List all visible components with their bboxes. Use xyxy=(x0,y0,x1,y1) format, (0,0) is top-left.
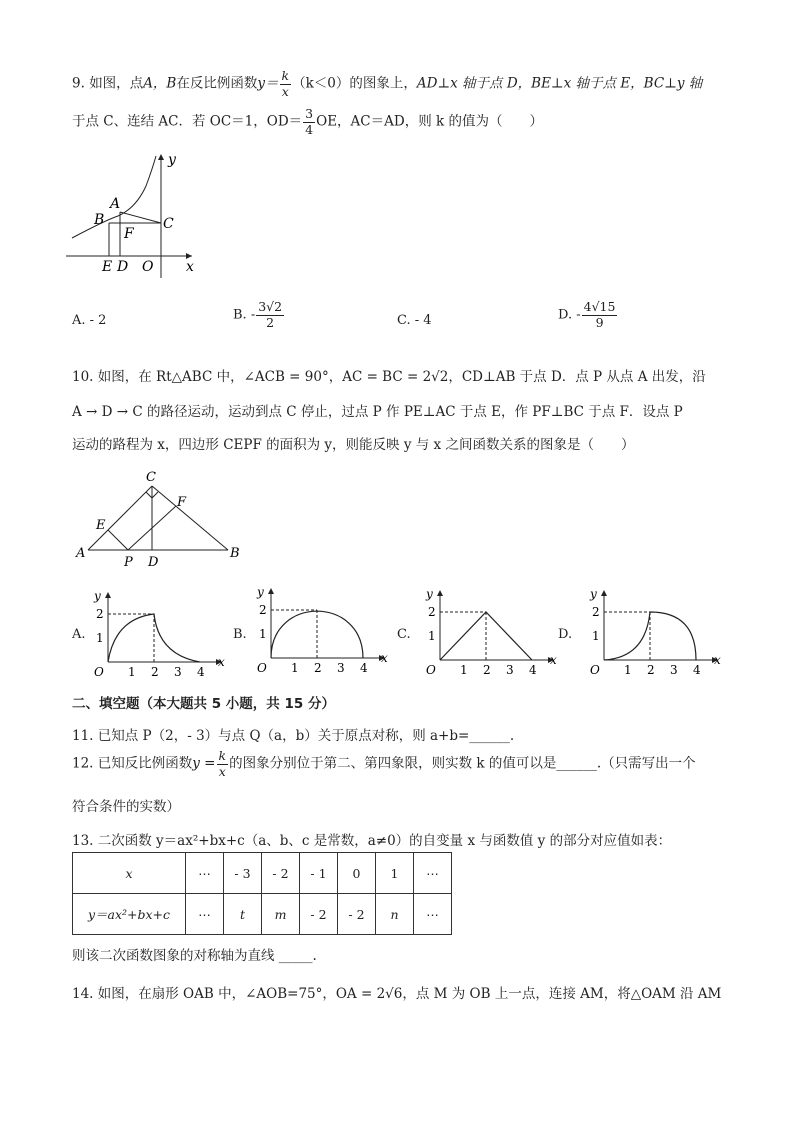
table-row xyxy=(73,853,452,894)
q10-line3: 运动的路程为 x，四边形 CEPF 的面积为 y，则能反映 y 与 x 之间函数关系的图象是（ ） xyxy=(72,437,635,453)
table-cell: - 3 xyxy=(224,853,262,894)
y-axis-arrow xyxy=(268,588,274,594)
q10-option-c-graph[interactable] xyxy=(422,586,562,676)
q10-line2: A → D → C 的路径运动，运动到点 C 停止，过点 P 作 PE⊥AC 于点 E，作 PF⊥BC 于点 F．设点 P xyxy=(72,404,683,420)
origin-label: O xyxy=(94,665,104,678)
tick-label-x: 1 xyxy=(128,665,136,678)
tick-label-x: 2 xyxy=(647,663,655,676)
origin-label: O xyxy=(257,661,267,674)
tick-label-y: 2 xyxy=(428,605,436,619)
axis-label-y: y xyxy=(426,587,433,601)
q10-label-B: B xyxy=(230,546,240,561)
q10-option-d-graph[interactable] xyxy=(586,586,726,676)
section-title-fill-in: 二、填空题（本大题共 5 小题，共 15 分） xyxy=(72,696,335,712)
y-axis-arrow xyxy=(601,590,607,596)
table-cell: - 1 xyxy=(300,853,338,894)
tick-label-y: 1 xyxy=(428,629,436,643)
tick-label-y: 1 xyxy=(592,629,600,643)
q9-fraction-3-over-4: $\frac{3}{4}$ xyxy=(305,106,314,137)
q9-option-d[interactable]: D. - $\frac{4√15}{9}$ xyxy=(558,299,616,330)
table-cell: x xyxy=(73,853,186,894)
axis-label-y: y xyxy=(94,589,101,603)
tick-label-x: 1 xyxy=(624,663,632,676)
tick-label-y: 2 xyxy=(592,605,600,619)
q10-option-b-graph[interactable] xyxy=(253,584,393,674)
origin-label: O xyxy=(590,663,600,676)
table-cell: 1 xyxy=(376,853,414,894)
axis-label-y: y xyxy=(590,587,597,601)
q9-label-D: D xyxy=(117,259,129,275)
q10-option-d-letter[interactable]: D. xyxy=(558,627,573,642)
q9-label-C: C xyxy=(163,216,174,232)
q9-option-c[interactable]: C. - 4 xyxy=(397,313,432,328)
q10-label-P: P xyxy=(124,555,133,570)
q9-line1: 9. 如图，点A，B在反比例函数y＝ $\frac{k}{x}$ （k＜0）的图象上，AD⊥x 轴于点 D，BE⊥x 轴于点 E，BC⊥y 轴 xyxy=(72,68,703,99)
q9-label-y: y xyxy=(168,152,176,168)
tick-label-x: 4 xyxy=(693,663,701,676)
q10-label-A: A xyxy=(76,546,86,561)
table-cell: n xyxy=(376,894,414,935)
origin-label: O xyxy=(426,663,436,676)
q9-label-x: x xyxy=(186,259,194,275)
tick-label-x: 3 xyxy=(506,663,514,676)
q12-line2: 符合条件的实数） xyxy=(72,799,180,815)
table-cell: ⋯ xyxy=(186,853,224,894)
q9-fraction-k-over-x: $\frac{k}{x}$ xyxy=(281,68,290,99)
tick-label-x: 4 xyxy=(529,663,537,676)
q11-text: 11. 已知点 P（2，- 3）与点 Q（a，b）关于原点对称，则 a+b=______. xyxy=(72,728,515,744)
table-cell: t xyxy=(224,894,262,935)
q14-text: 14. 如图，在扇形 OAB 中，∠AOB=75°，OA = 2√6，点 M 为 OB 上一点，连接 AM，将△OAM 沿 AM xyxy=(72,986,722,1002)
q10-label-C: C xyxy=(146,470,156,485)
table-cell: - 2 xyxy=(338,894,376,935)
tick-label-x: 4 xyxy=(197,665,205,678)
table-row xyxy=(73,894,452,935)
tick-label-x: 2 xyxy=(151,665,159,678)
q10-label-D: D xyxy=(148,555,159,570)
q13-after: 则该二次函数图象的对称轴为直线 _____. xyxy=(72,948,317,964)
table-cell: m xyxy=(262,894,300,935)
q10-line1: 10. 如图，在 Rt△ABC 中，∠ACB = 90°，AC = BC = 2√2，CD⊥AB 于点 D．点 P 从点 A 出发，沿 xyxy=(72,369,706,385)
q10-option-b-letter[interactable]: B. xyxy=(233,627,247,642)
q9-label-F: F xyxy=(124,226,134,242)
tick-label-x: 2 xyxy=(483,663,491,676)
table-cell: 0 xyxy=(338,853,376,894)
tick-label-x: 3 xyxy=(670,663,678,676)
q10-option-a-graph[interactable] xyxy=(90,588,230,678)
q9-figure xyxy=(66,150,206,280)
tick-label-x: 3 xyxy=(337,661,345,674)
q9-label-A: A xyxy=(110,196,121,212)
q9-label-E: E xyxy=(102,259,113,275)
q9-line2: 于点 C、连结 AC．若 OC＝1，OD＝ $\frac{3}{4}$ OE，AC＝AD，则 k 的值为（ ） xyxy=(72,106,543,137)
tick-label-x: 3 xyxy=(174,665,182,678)
table-cell: ⋯ xyxy=(414,894,452,935)
table-cell: ⋯ xyxy=(414,853,452,894)
q9-option-b[interactable]: B. - $\frac{3√2}{2}$ xyxy=(233,299,283,330)
tick-label-y: 2 xyxy=(96,607,104,621)
table-cell: y＝ax²+bx+c xyxy=(73,894,186,935)
q12-line1: 12. 已知反比例函数y = $\frac{k}{x}$ 的图象分别位于第二、第四象限，则实数 k 的值可以是______.（只需写出一个 xyxy=(72,748,696,779)
axis-label-x: x xyxy=(381,651,388,665)
table-cell: - 2 xyxy=(262,853,300,894)
table-cell: - 2 xyxy=(300,894,338,935)
axis-label-y: y xyxy=(257,585,264,599)
axis-label-x: x xyxy=(550,653,557,667)
q10-option-a-letter[interactable]: A. xyxy=(72,627,86,642)
tick-label-y: 2 xyxy=(259,603,267,617)
q10-label-F: F xyxy=(177,495,187,510)
y-axis-arrow xyxy=(105,592,111,598)
tick-label-y: 1 xyxy=(259,627,267,641)
axis-label-x: x xyxy=(714,653,721,667)
tick-label-y: 1 xyxy=(96,631,104,645)
tick-label-x: 1 xyxy=(291,661,299,674)
tick-label-x: 4 xyxy=(360,661,368,674)
q10-triangle-figure xyxy=(72,466,252,570)
tick-label-x: 2 xyxy=(314,661,322,674)
q9-label-O: O xyxy=(142,259,154,275)
y-axis-arrow xyxy=(437,590,443,596)
axis-label-x: x xyxy=(218,655,225,669)
tick-label-x: 1 xyxy=(460,663,468,676)
q10-option-c-letter[interactable]: C. xyxy=(397,627,411,642)
q9-label-B: B xyxy=(94,212,105,228)
q13-value-table xyxy=(72,852,452,935)
table-cell: ⋯ xyxy=(186,894,224,935)
q13-text: 13. 二次函数 y＝ax²+bx+c（a、b、c 是常数，a≠0）的自变量 x 与函数值 y 的部分对应值如表： xyxy=(72,833,672,849)
q10-label-E: E xyxy=(96,518,106,533)
q9-option-a[interactable]: A. - 2 xyxy=(72,313,107,328)
